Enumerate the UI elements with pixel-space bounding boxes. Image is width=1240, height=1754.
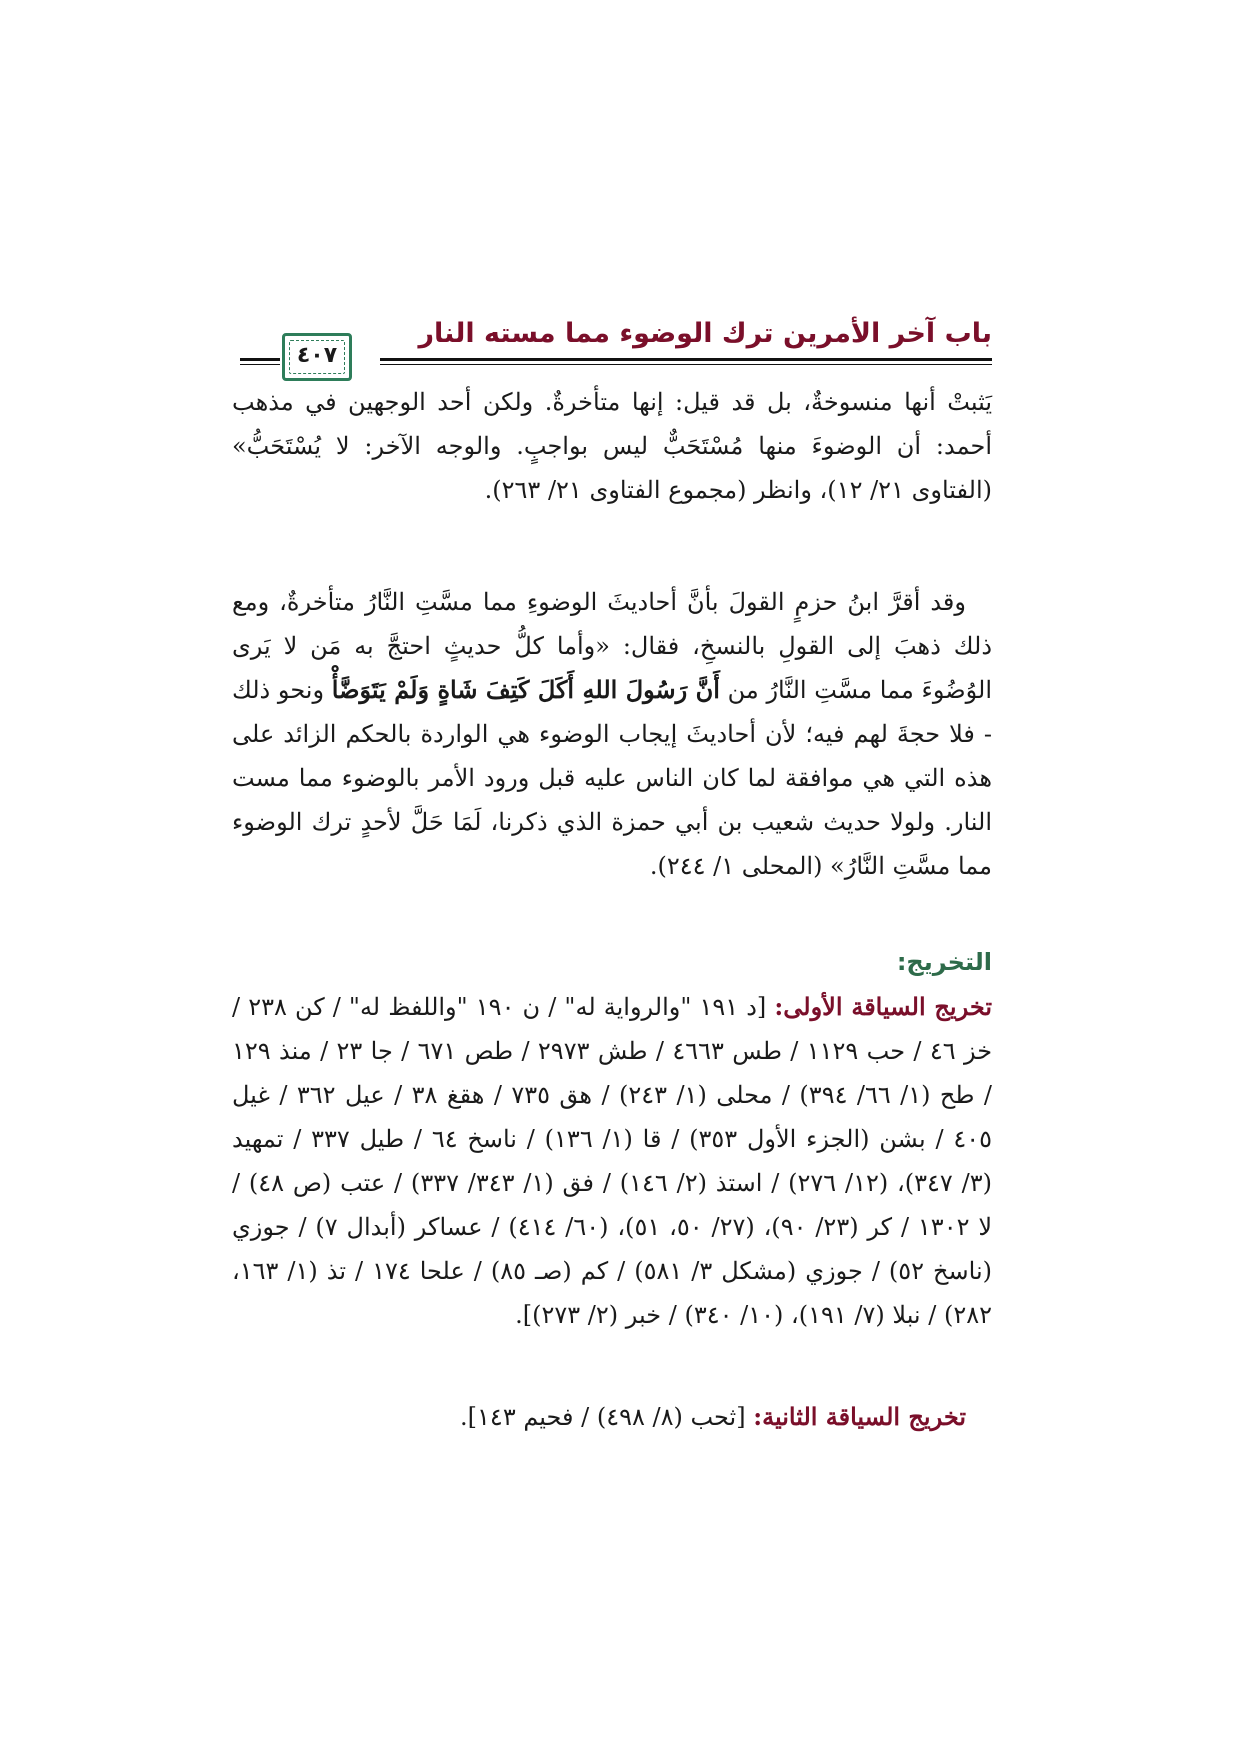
takhrij-first-label: تخريج السياقة الأولى: xyxy=(774,992,993,1021)
running-header-title: باب آخر الأمرين ترك الوضوء مما مسته النار xyxy=(418,318,992,349)
header-rule-thick xyxy=(380,358,992,361)
hadith-text: أَنَّ رَسُولَ اللهِ أَكَلَ كَتِفَ شَاةٍ وَلَمْ يَتَوَضَّأْ xyxy=(331,675,720,704)
takhrij-second-label: تخريج السياقة الثانية: xyxy=(753,1402,966,1431)
header-rule-left-thin xyxy=(240,364,280,365)
section-heading-takhrij: التخريج: xyxy=(896,948,992,976)
page-number-badge xyxy=(282,333,352,381)
takhrij-first xyxy=(232,985,992,1337)
takhrij-second xyxy=(232,1395,992,1439)
paragraph-2 xyxy=(232,580,992,888)
takhrij-first-text: [د ١٩١ "والرواية له" / ن ١٩٠ "واللفظ له" / كن ٢٣٨ / خز ٤٦ / حب ١١٢٩ / طس ٤٦٦٣ / طش ٢٩٧٣ / طص ٦٧١ / جا ٢٣ / منذ ١٢٩ / طح (١/ ٦٦/ ٣٩٤) / محلى (١/ ٢٤٣) / هق ٧٣٥ / هقغ ٣٨ / عيل ٣٦٢ / غيل ٤٠٥ / بشن (الجزء الأول ٣٥٣) / قا (١/ ١٣٦) / ناسخ ٦٤ / طيل ٣٣٧ / تمهيد (٣/ ٣٤٧)، (١٢/ ٢٧٦) / استذ (٢/ ١٤٦) / فق (١/ ٣٤٣/ ٣٣٧) / عتب (ص ٤٨) / لا ١٣٠٢ / كر (٢٣/ ٩٠)، (٢٧/ ٥٠، ٥١)، (٦٠/ ٤١٤) / عساكر (أبدال ٧) / جوزي (ناسخ ٥٢) / جوزي (مشكل ٣/ ٥٨١) / كم (صـ ٨٥) / علحا ١٧٤ / تذ (١/ ١٦٣، ٢٨٢) / نبلا (٧/ ١٩١)، (١٠/ ٣٤٠) / خبر (٢/ ٢٧٣)]. xyxy=(232,993,993,1329)
header-rule-left-thick xyxy=(240,358,280,361)
paragraph-2-rest: ونحو ذلك - فلا حجةَ لهم فيه؛ لأن أحاديثَ إيجاب الوضوء هي الواردة بالحكم الزائد على هذه التي هي موافقة لما كان الناس عليه قبل ورود الأمر بالوضوء مما مست النار. ولولا حديث شعيب بن أبي حمزة الذي ذكرنا، لَمَا حَلَّ لأحدٍ ترك الوضوء مما مسَّتِ النَّارُ» (المحلى ١/ ٢٤٤). xyxy=(232,676,992,880)
header-rule-thin xyxy=(380,364,992,365)
page-number: ٤٠٧ xyxy=(296,343,338,368)
paragraph-2-intro: وقد أقرَّ ابنُ حزمٍ القولَ بأنَّ أحاديثَ الوضوءِ مما مسَّتِ النَّارُ متأخرةٌ، ومع ذلك ذهبَ إلى القولِ بالنسخِ، فقال: «وأما كلُّ حديثٍ احتجَّ به مَن لا يَرى الوُضُوءَ مما مسَّتِ النَّارُ من xyxy=(232,588,993,704)
takhrij-second-text: [ثحب (٨/ ٤٩٨) / فحيم ١٤٣]. xyxy=(460,1403,754,1431)
paragraph-1: يَثبتْ أنها منسوخةٌ، بل قد قيل: إنها متأخرةٌ. ولكن أحد الوجهين في مذهب أحمد: أن الوضوءَ منها مُسْتَحَبٌّ ليس بواجبٍ. والوجه الآخر: لا يُسْتَحَبُّ» (الفتاوى ٢١/ ١٢)، وانظر (مجموع الفتاوى ٢١/ ٢٦٣). xyxy=(232,388,992,504)
